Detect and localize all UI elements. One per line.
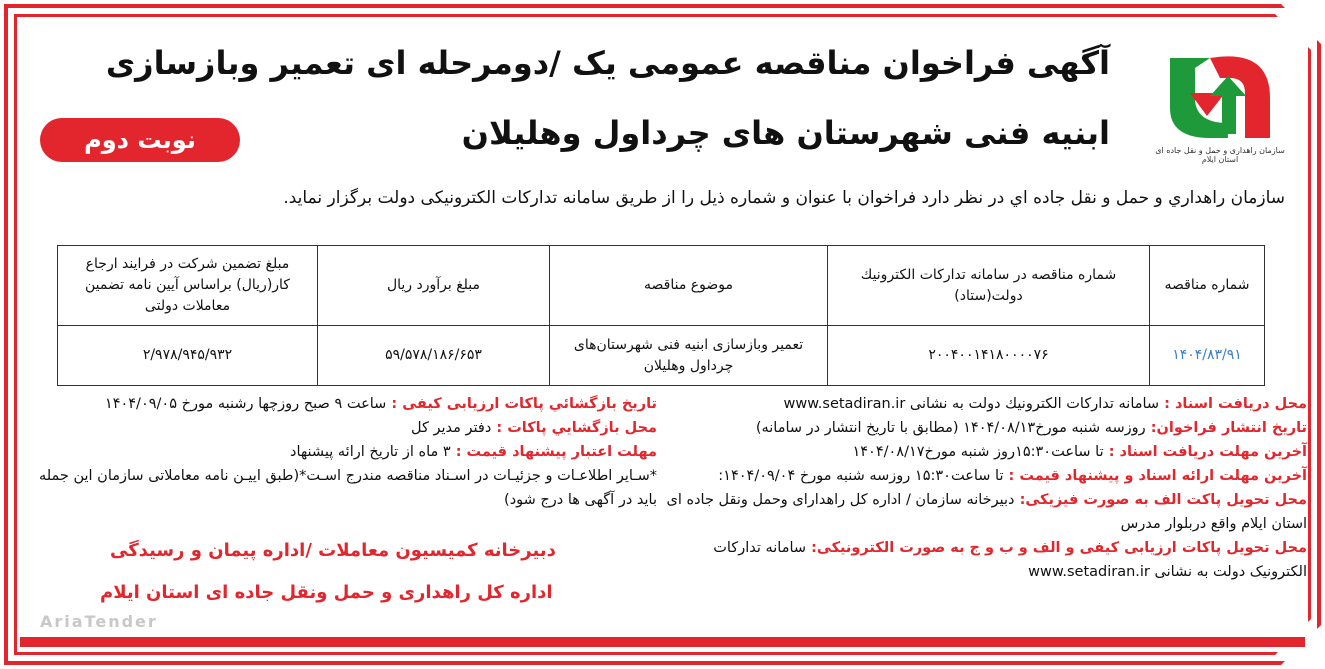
header-estimate: مبلغ برآورد ريال [318,246,550,326]
info-item [662,536,1307,584]
header-guarantee: مبلغ تضمین شرکت در فرایند ارجاع کار(ریال) براساس آیین نامه تضمین معاملات دولتی [58,246,318,326]
header-tender-number: شماره مناقصه [1150,246,1265,326]
info-label: محل تحویل پاکت الف به صورت فیزیکی: [1014,492,1307,508]
info-value: دفتر مدير كل [411,420,492,436]
cell-setad-number: ۲۰۰۴۰۰۱۴۱۸۰۰۰۰۷۶ [828,326,1150,386]
intro-text: سازمان راهداري و حمل و نقل جاده اي در نظر دارد فراخوان با عنوان و شماره ذيل را از طريق سامانه تداركات الكترونيكی دولت برگزار نمايد. [283,188,1285,208]
page-subtitle: ابنیه فنی شهرستان های چرداول وهلیلان [461,114,1110,152]
round-badge: نوبت دوم [40,118,240,162]
info-item [662,464,1307,488]
info-item [29,392,657,416]
cell-estimate: ۵۹/۵۷۸/۱۸۶/۶۵۳ [318,326,550,386]
page-title: آگهی فراخوان مناقصه عمومی یک /دومرحله ای تعمیر وبازسازی [105,44,1110,82]
tender-table [57,245,1265,386]
info-label: آخرين مهلت دريافت اسناد : [1103,444,1307,460]
road-arrows-icon [1150,38,1290,143]
info-label: مهلت اعتبار پيشنهاد قيمت : [450,444,657,460]
info-item [29,440,657,464]
info-value: دبیرخانه سازمان / اداره کل راهدارای وحمل ونقل جاده ای استان ایلام واقع دربلوار مدرس [666,492,1307,532]
header-subject: موضوع مناقصه [550,246,828,326]
info-note [29,464,657,512]
info-item [29,416,657,440]
info-value: سامانه تداركات الكترونيك دولت به نشانی www.setadiran.ir [783,396,1160,412]
info-item [662,440,1307,464]
info-label: تاريخ بازگشائي پاكات ارزيابی كيفی : [386,396,657,412]
info-value: روزسه شنبه مورخ۱۴۰۴/۰۸/۱۳ (مطابق با تاريخ انتشار در سامانه) [755,420,1146,436]
info-item [662,416,1307,440]
info-label: محل بازگشايي پاكات : [491,420,657,436]
info-value: ساعت ۹ صبح روزچها رشنبه مورخ ۱۴۰۴/۰۹/۰۵ [104,396,387,412]
footer-secretariat: دبیرخانه کمیسیون معاملات /اداره پیمان و رسیدگی [110,540,556,561]
header-setad-number: شماره مناقصه در سامانه تداركات الكترونيك دولت(ستاد) [828,246,1150,326]
info-value: *سـاير اطلاعـات و جزئيـات در اسـناد مناقصه مندرج اسـت*(طبق اییـن نامه معاملاتی سازمان این جمله باید در آگهی ها درج شود) [38,468,657,508]
cell-subject: تعمیر وبازسازی ابنیه فنی شهرستان‌های چرداول وهلیلان [550,326,828,386]
table-header-row [58,246,1265,326]
info-item [662,488,1307,536]
info-value: سامانه تدارکات الکترونیک دولت به نشانی www.setadiran.ir [713,540,1307,580]
watermark: AriaTender [40,612,158,631]
info-value: تا ساعت۱۵:۳۰ روزسه شنبه مورخ ۱۴۰۴/۰۹/۰۴: [718,468,1004,484]
info-label: آخرين مهلت ارائه اسناد و پيشنهاد قيمت : [1003,468,1307,484]
info-item [662,392,1307,416]
bottom-bar [20,637,1305,647]
cell-guarantee: ۲/۹۷۸/۹۴۵/۹۳۲ [58,326,318,386]
info-value: تا ساعت۱۵:۳۰روز شنبه مورخ۱۴۰۴/۰۸/۱۷ [852,444,1104,460]
info-value: ۳ ماه از تاريخ ارائه پيشنهاد [290,444,451,460]
info-label: محل تحویل پاکات ارزیابی کیفی و الف و ب و ج به صورت الکترونیکی: [806,540,1307,556]
info-label: تاريخ انتشار فراخوان: [1145,420,1307,436]
table-row [58,326,1265,386]
cell-tender-number: ۱۴۰۴/۸۳/۹۱ [1150,326,1265,386]
details-left [29,392,657,512]
organization-logo [1150,38,1290,174]
details-right [662,392,1307,584]
info-label: محل دريافت اسناد : [1159,396,1307,412]
footer-organization: اداره کل راهداری و حمل ونقل جاده ای استان ایلام [100,582,553,603]
logo-caption: سازمان راهداری و حمل و نقل جاده ای استان ایلام [1155,146,1285,164]
